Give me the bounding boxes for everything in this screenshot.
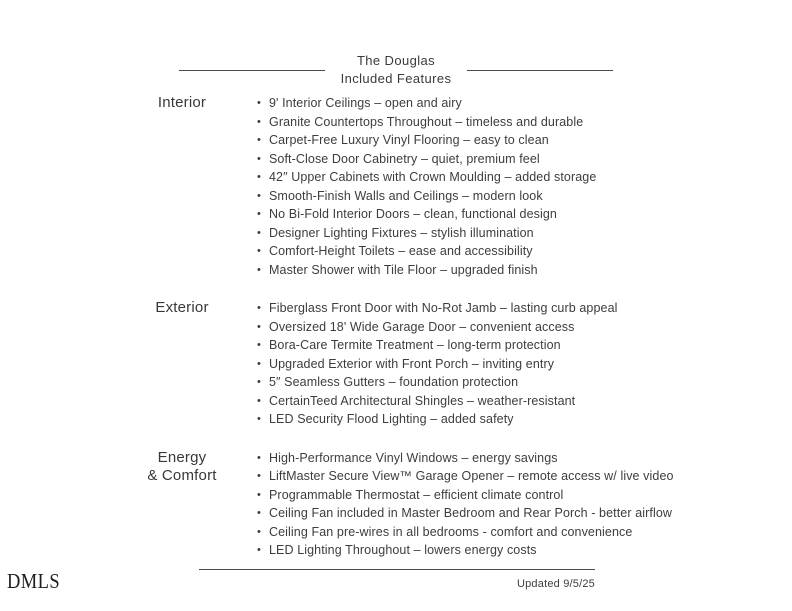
footer-divider: [199, 569, 595, 570]
section-label-energy-comfort: [112, 449, 252, 560]
feature-item: • Oversized 18' Wide Garage Door – convenient access: [256, 318, 618, 337]
section-label-line: Energy: [157, 448, 207, 466]
feature-item: • CertainTeed Architectural Shingles – weather-resistant: [256, 392, 618, 411]
feature-item: • Ceiling Fan included in Master Bedroom and Rear Porch - better airflow: [256, 504, 674, 523]
feature-item: • LED Lighting Throughout – lowers energy costs: [256, 541, 674, 560]
page-subtitle: Included Features: [340, 71, 452, 86]
section-label-line: & Comfort: [147, 467, 217, 484]
page-title: The Douglas: [356, 53, 436, 68]
feature-list-exterior: [252, 299, 618, 429]
section-label-exterior: [112, 299, 252, 429]
feature-item: • Fiberglass Front Door with No-Rot Jamb – lasting curb appeal: [256, 299, 618, 318]
content: [0, 94, 792, 580]
dmls-logo: DMLS: [7, 569, 61, 593]
feature-item: • Carpet-Free Luxury Vinyl Flooring – easy to clean: [256, 131, 596, 150]
feature-item: • Smooth-Finish Walls and Ceilings – modern look: [256, 187, 596, 206]
section-energy-comfort: [0, 449, 792, 560]
feature-list-interior: [252, 94, 596, 279]
feature-item: • Soft-Close Door Cabinetry – quiet, premium feel: [256, 150, 596, 169]
section-label-line: Exterior: [155, 299, 209, 316]
feature-item: • No Bi-Fold Interior Doors – clean, functional design: [256, 205, 596, 224]
feature-list-energy-comfort: [252, 449, 674, 560]
feature-item: • Designer Lighting Fixtures – stylish illumination: [256, 224, 596, 243]
feature-item: • Programmable Thermostat – efficient climate control: [256, 486, 674, 505]
feature-item: • 9' Interior Ceilings – open and airy: [256, 94, 596, 113]
header: [0, 52, 792, 88]
header-titles: [325, 52, 468, 88]
feature-item: • Ceiling Fan pre-wires in all bedrooms - comfort and convenience: [256, 523, 674, 542]
feature-item: • Upgraded Exterior with Front Porch – inviting entry: [256, 355, 618, 374]
section-label-line: Interior: [157, 94, 207, 111]
feature-item: • 42″ Upper Cabinets with Crown Moulding – added storage: [256, 168, 596, 187]
feature-item: • Bora-Care Termite Treatment – long-term protection: [256, 336, 618, 355]
section-exterior: [0, 299, 792, 429]
feature-item: • Comfort-Height Toilets – ease and accessibility: [256, 242, 596, 261]
feature-item: • Granite Countertops Throughout – timeless and durable: [256, 113, 596, 132]
section-interior: [0, 94, 792, 279]
feature-item: • Master Shower with Tile Floor – upgraded finish: [256, 261, 596, 280]
section-label-interior: [112, 94, 252, 279]
feature-item: • 5″ Seamless Gutters – foundation protection: [256, 373, 618, 392]
header-left-rule: [179, 70, 325, 71]
header-right-rule: [467, 70, 613, 71]
feature-item: • LiftMaster Secure View™ Garage Opener – remote access w/ live video: [256, 467, 674, 486]
updated-date: Updated 9/5/25: [516, 578, 595, 590]
feature-item: • High-Performance Vinyl Windows – energy savings: [256, 449, 674, 468]
feature-item: • LED Security Flood Lighting – added safety: [256, 410, 618, 429]
